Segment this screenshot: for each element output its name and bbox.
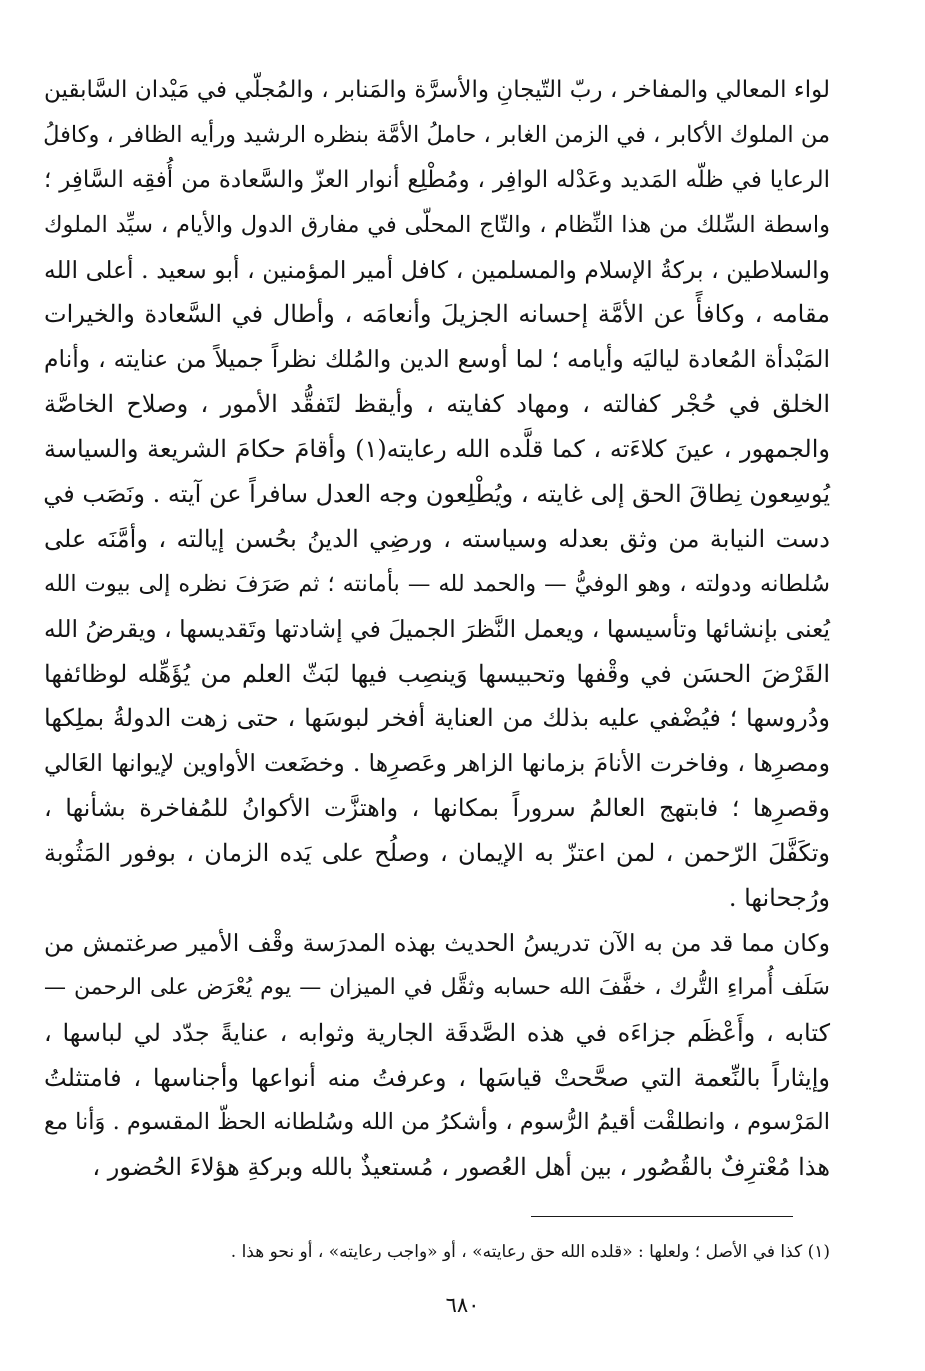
- text-line: ودُروسها ؛ فيُضْفي عليه بذلك من العناية أفخر لبوسَها ، حتى زهت الدولةُ بملِكها: [44, 704, 830, 733]
- text-line: والجمهور ، عينَ كلاءَته ، كما قلَّده الله رعايته(١) وأقامَ حكامَ الشريعة والسياسة: [44, 435, 831, 464]
- text-line: وتكَفَّلَ الرّحمن ، لمن اعتزّ به الإيمان ، وصلُح على يَده الزمان ، بوفور المَثُوبة: [44, 839, 830, 868]
- text-line: مقامه ، وكافأً عن الأمَّة إحسانه الجزيلَ وأنعامَه ، وأطال في السَّعادة والخيرات: [44, 300, 830, 329]
- text-line: لواء المعالي والمفاخر ، ربّ التّيجانِ والأسرَّة والمَنابر ، والمُجلّي في مَيْدان السَّابقين: [44, 77, 830, 103]
- text-line: كتابه ، وأَعْظَم جزاءَه في هذه الصَّدقَة الجارية وثوابه ، عنايةً جدّد لي لباسها ،: [44, 1018, 830, 1047]
- footnote: (١) كذا في الأصل ؛ ولعلها : «قلده الله حق رعايته» ، أو «واجب رعايته» ، أو نحو هذا .: [230, 1242, 830, 1262]
- text-line: واسطة السِّلك من هذا النِّظام ، والتّاج المحلّى في مفارق الدول والأيام ، سيِّد الملوك: [44, 211, 830, 238]
- text-line: سُلطانه ودولته ، وهو الوفيُّ — والحمد لله — بأمانته ؛ ثم صَرَفَ نظره إلى بيوت الله: [44, 570, 830, 597]
- text-line: ومصرِها ، وفاخرت الأنامَ بزمانها الزاهر وعَصرِها . وخضَعت الأواوين لإيوانها العَالي: [44, 749, 830, 778]
- text-line: القَرْضَ الحسَن في وقْفها وتحبيسها وَينصِب فيها لبَثّ العلم من يُؤَهِّله لوظائفها: [44, 659, 830, 688]
- text-line: المَرْسوم ، وانطلقْت أقيمُ الرُّسوم ، وأشكرُ من الله وسُلطانه الحظّ المقسوم . وَأنا مع: [44, 1109, 830, 1136]
- page-number: ٦٨٠: [445, 1293, 480, 1317]
- main-text-block: [44, 68, 830, 1190]
- text-line: ورُجحانها .: [728, 884, 830, 913]
- text-line: هذا مُعْترِفٌ بالقُصُور ، بين أهل العُصور ، مُستعيذٌ بالله وبركةِ هؤلاءَ الحُضور ،: [92, 1153, 830, 1182]
- text-line: المَبْدأة المُعادة لياليَه وأيامه ؛ لما أوسع الدين والمُلك نظراً جميلاً من عنايته ، وأنام: [44, 345, 830, 374]
- text-line: سَلَف أُمراءِ التُّرك ، خفَّفَ الله حسابه وثقَّل في الميزان — يوم يُعْرَض على الرحمن —: [44, 974, 830, 1000]
- text-line: دست النيابة من وثق بعدله وسياسته ، ورضِي الدينُ بحُسن إيالته ، وأمَّنَه على: [44, 524, 830, 553]
- text-line: وقصرِها ؛ فابتهج العالمُ سروراً بمكانها ، واهتزَّت الأكوانُ للمُفاخرة بشأنها ،: [44, 794, 830, 823]
- text-line: الرعايا في ظلّه المَديد وعَدْله الوافِر ، ومُطْلِع أنوار العزّ والسَّعادة من أُفقِه السَّافِر ؛: [44, 166, 830, 193]
- text-line: الخلق في حُجْر كفالته ، ومهاد كفايته ، وأيقظ لتَفقُّد الأمور ، وصلاح الخاصَّة: [44, 390, 830, 419]
- text-line: يُعنى بإنشائها وتأسيسها ، ويعمل النَّظرَ الجميلَ في إشادتها وتَقديسها ، ويقرضُ الله: [43, 614, 830, 643]
- text-line: وكان مما قد من به الآن تدريسُ الحديث بهذه المدرَسة وقْف الأمير صرغتمش من: [44, 928, 830, 957]
- text-line: من الملوك الأكابر ، في الزمن الغابر ، حاملُ الأمَّة بنظره الرشيد ورأيه الظافر ، وكافلُ: [43, 121, 830, 148]
- text-line: والسلاطين ، بركةُ الإسلام والمسلمين ، كافل أمير المؤمنين ، أبو سعيد . أعلى الله: [44, 255, 830, 284]
- footnote-separator: [531, 1216, 793, 1217]
- text-line: يُوسِعون نِطاقَ الحق إلى غايته ، ويُطْلِعون وجه العدل سافراً عن آيته . ونَصَب في: [43, 480, 830, 509]
- text-line: وإيثاراً بالنِّعمة التي صحَّحتْ قياسَها ، وعرفتُ منه أنواعها وأجناسها ، فامتثلتُ: [44, 1063, 830, 1092]
